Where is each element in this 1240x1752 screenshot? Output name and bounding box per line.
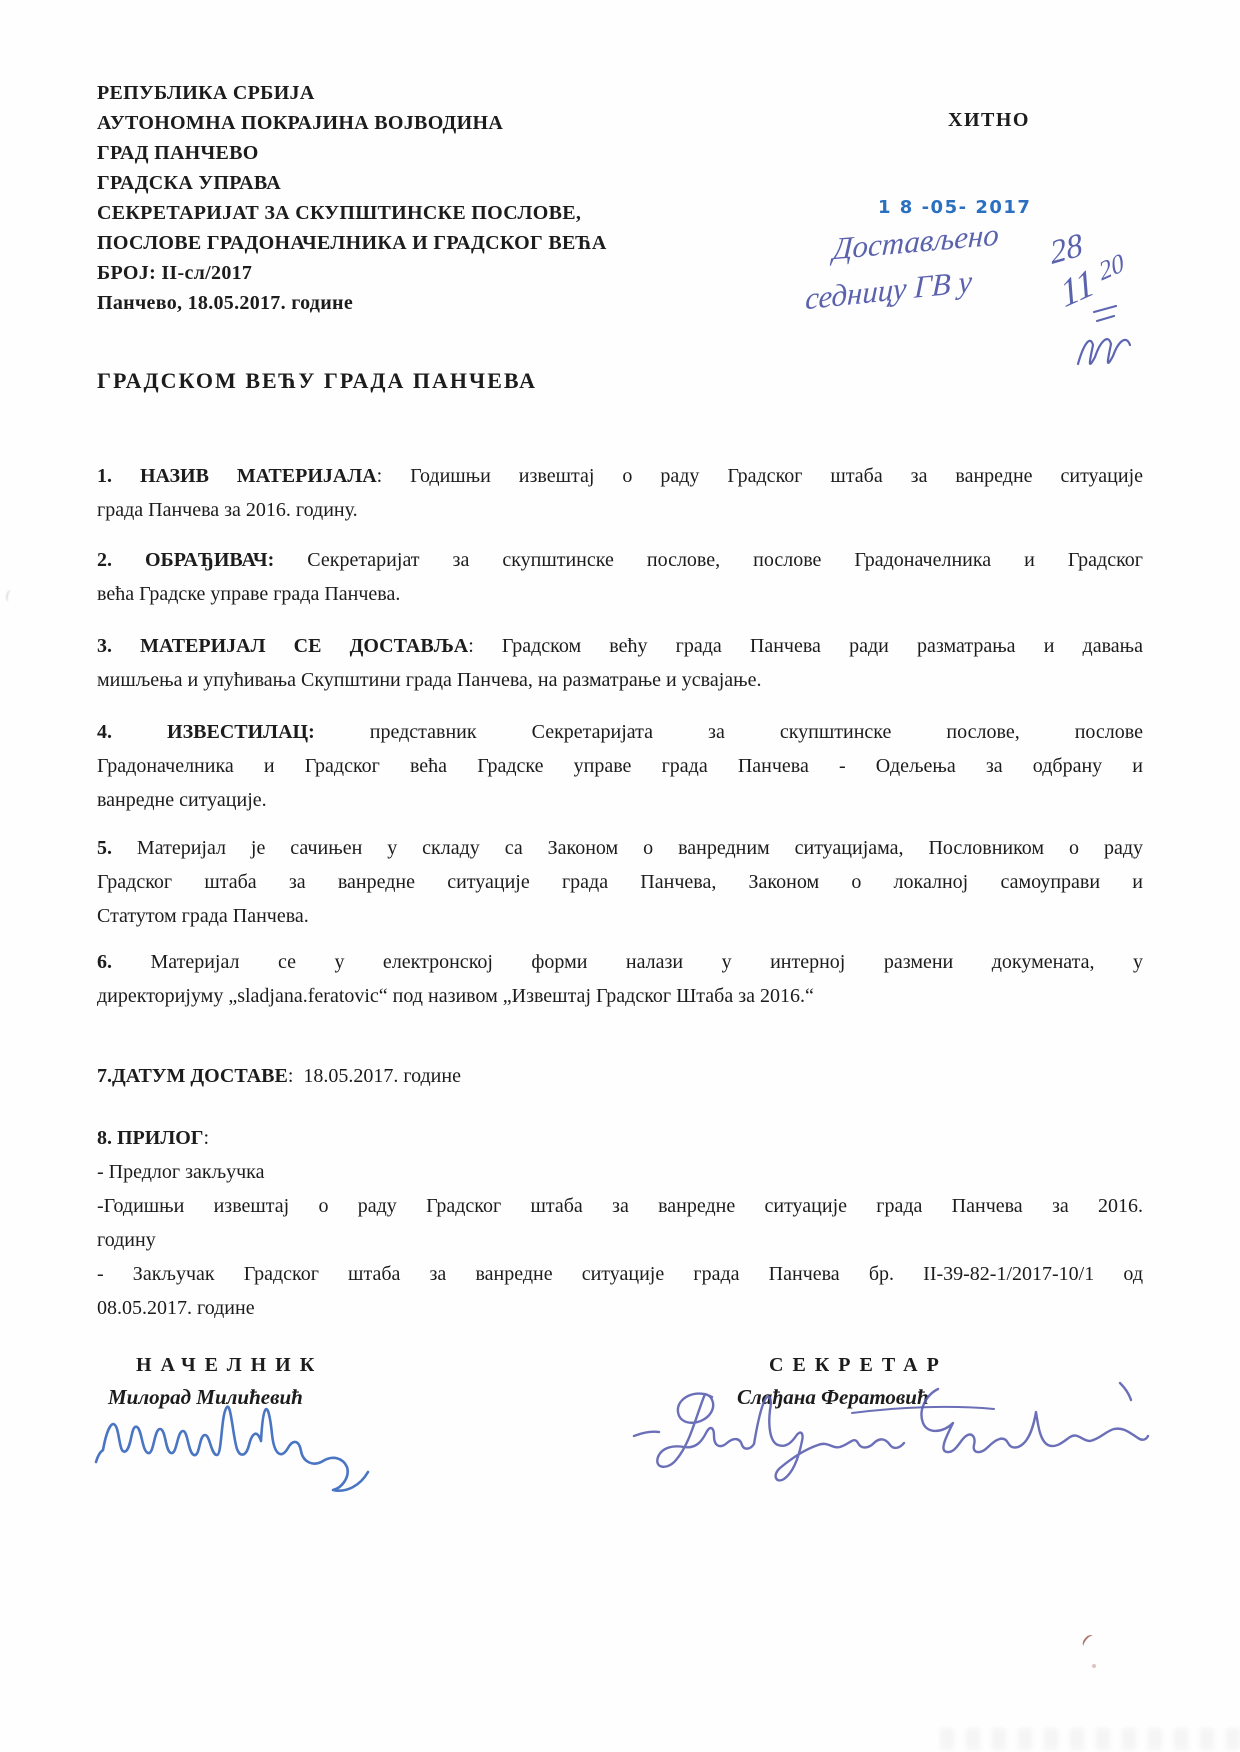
section-prilog: 8. ПРИЛОГ: - Предлог закључка -Годишњи извештај о раду Градског штаба за ванредне ситуације града Панчева за 2016. годину - Закључак Градског штаба за ванредне ситуације града Панчева бр. II-39-82-1/2017-10/1 од 08.05.2017. године	[97, 1127, 1143, 1319]
handwritten-note-session-number: 28	[1048, 226, 1085, 272]
section-naziv-materijala: 1. НАЗИВ МАТЕРИЈАЛА: Годишњи извештај о раду Градског штаба за ванредне ситуације града Панчева за 2016. годину.	[97, 465, 1143, 521]
letterhead: РЕПУБЛИКА СРБИЈА АУТОНОМНА ПОКРАЈИНА ВОЈВОДИНА ГРАД ПАНЧЕВО ГРАДСКА УПРАВА СЕКРЕТАРИЈАТ ЗА СКУПШТИНСКЕ ПОСЛОВЕ, ПОСЛОВЕ ГРАДОНАЧЕЛНИКА И ГРАДСКОГ ВЕЋА БРОЈ: II-сл/2017 Панчево, 18.05.2017. године	[97, 82, 607, 314]
section-izvestilac: 4. ИЗВЕСТИЛАЦ: представник Секретаријата за скупштинске послове, послове Градоначелника и Градског већа Градске управе града Панчева - Одељења за одбрану и ванредне ситуације.	[97, 721, 1143, 811]
signatory-name-nacelnik: Милорад Милићевић	[108, 1385, 303, 1409]
signature-sekretar-ink-leadin	[634, 1432, 659, 1436]
signatory-name-sekretar: Слађана Фератовић	[737, 1385, 929, 1409]
section-obradjivac: 2. ОБРАЂИВАЧ: Секретаријат за скупштинске послове, послове Градоначелника и Градског већа Градске управе града Панчева.	[97, 549, 1143, 605]
scan-artifact-pencil-mark	[5, 589, 15, 602]
signatory-title-sekretar: СЕКРЕТАР	[769, 1354, 948, 1376]
handwritten-note-time-minutes: 20	[1096, 247, 1127, 287]
scan-artifact-edge-noise	[940, 1728, 1240, 1750]
signatory-title-nacelnik: НАЧЕЛНИК	[136, 1354, 324, 1376]
section-materijal-se-dostavlja: 3. МАТЕРИЈАЛ СЕ ДОСТАВЉА: Градском већу града Панчева ради разматрања и давања мишљења и упућивања Скупштини града Панчева, на разматрање и усвајање.	[97, 635, 1143, 691]
scan-artifact-dot	[1092, 1664, 1096, 1668]
handwritten-note-time: 11	[1056, 260, 1099, 317]
section-elektronska-forma: 6. Материјал се у електронској форми налази у интерној размени докумената, у директоријуму „sladjana.feratovic“ под називом „Извештај Градског Штаба за 2016.“	[97, 951, 1143, 1007]
recipient-heading: ГРАДСКОМ ВЕЋУ ГРАДА ПАНЧЕВА	[97, 368, 538, 393]
signature-sekretar-ink-accent	[1120, 1383, 1131, 1400]
signature-nacelnik-ink	[96, 1407, 368, 1491]
handwritten-note-time-underline	[1094, 306, 1116, 321]
date-stamp: 1 8 -05- 2017	[878, 197, 1032, 218]
urgent-label: ХИТНО	[948, 109, 1030, 131]
section-pravni-osnov: 5. Материјал је сачињен у складу са Законом о ванредним ситуацијама, Пословником о раду Градског штаба за ванредне ситуације града Панчева, Законом о локалној самоуправи и Статутом града Панчева.	[97, 837, 1143, 927]
signature-block-sekretar	[735, 1350, 1015, 1412]
handwritten-note-line1: Достављено	[832, 216, 1000, 267]
signature-block-nacelnik	[100, 1350, 360, 1412]
scan-artifact-red-mark	[1081, 1633, 1097, 1650]
handwritten-note-flourish	[1078, 339, 1130, 364]
handwritten-note-line2: седницу ГВ у	[804, 263, 973, 317]
section-datum-dostave: 7.ДАТУМ ДОСТАВЕ: 18.05.2017. године	[97, 1065, 461, 1087]
